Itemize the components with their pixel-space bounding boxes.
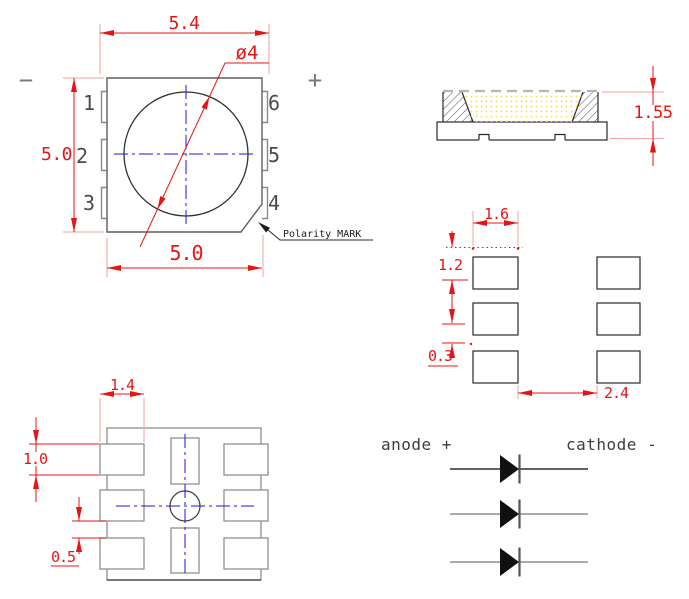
dim-total-height [602, 66, 675, 166]
dim-center-span-label: 2.4 [604, 384, 629, 402]
pin-1-tab [102, 92, 108, 123]
dim-body-width [107, 235, 263, 277]
pin-5-label: 5 [268, 143, 281, 167]
circuit-diagram [381, 435, 657, 577]
dim-pad-height [436, 231, 523, 324]
dim-body-height-label: 5.0 [40, 144, 72, 165]
pad-layout-view [425, 205, 640, 402]
pin-2-tab [102, 140, 108, 171]
diode-1-triangle [500, 455, 519, 483]
dim-row-gap-label: 0.3 [427, 347, 453, 365]
top-view [19, 13, 373, 277]
bottom-pad-left-row3 [100, 538, 144, 569]
pad-left-row1 [473, 257, 518, 289]
dim-total-height-label: 1.55 [633, 103, 673, 123]
bottom-view [21, 376, 268, 580]
cavity-encapsulant [462, 92, 583, 122]
dim-bottom-pad-width-label: 1.4 [109, 376, 135, 394]
pad-left-row2 [473, 303, 518, 335]
dim-lens-diameter-label: ø4 [235, 42, 259, 64]
base-plate [437, 122, 607, 140]
diode-2 [450, 500, 588, 529]
dim-bottom-row-gap [51, 497, 106, 566]
pad-right-row1 [597, 257, 640, 289]
pin-3-tab [102, 188, 108, 219]
pin-6-label: 6 [268, 91, 281, 115]
pad-right-row3 [597, 351, 640, 383]
dim-bottom-row-gap-label: 0.5 [51, 548, 76, 566]
diode-2-triangle [500, 500, 519, 528]
diode-3 [450, 548, 588, 577]
dim-pad-width-label: 1.6 [483, 205, 509, 223]
pin-2-label: 2 [76, 144, 89, 168]
dim-pad-height-label: 1.2 [437, 256, 463, 274]
bottom-pad-right-row3 [224, 538, 268, 569]
dim-overall-width-label: 5.4 [168, 13, 200, 34]
pad-left-row3 [473, 351, 518, 383]
diode-1 [450, 455, 588, 484]
pin-4-label: 4 [268, 191, 281, 215]
anode-label: anode + [381, 435, 452, 454]
positive-mark: + [307, 66, 323, 94]
pin-4-tab [262, 188, 268, 219]
pin-6-tab [262, 92, 268, 123]
side-view [437, 66, 675, 166]
dim-bottom-pad-height-label: 1.0 [22, 450, 48, 468]
polarity-note-label: Polarity MARK [283, 229, 362, 240]
polarity-arrow [258, 222, 270, 233]
polarity-mark-callout [258, 222, 373, 240]
dim-bottom-pad-height [21, 417, 99, 502]
pad-right-row2 [597, 303, 640, 335]
bottom-pad-left-row1 [100, 444, 144, 475]
pin-3-label: 3 [83, 191, 96, 215]
diode-3-triangle [500, 548, 519, 576]
bottom-pad-right-row1 [224, 444, 268, 475]
cathode-label: cathode - [566, 435, 658, 454]
negative-mark: − [18, 66, 34, 94]
pin-1-label: 1 [83, 91, 96, 115]
pin-5-tab [262, 140, 268, 171]
package-body-outline [107, 78, 262, 232]
dim-pad-width [472, 205, 520, 250]
dim-center-span [518, 384, 629, 402]
dim-row-gap [425, 343, 472, 366]
dim-body-width-label: 5.0 [169, 241, 203, 265]
